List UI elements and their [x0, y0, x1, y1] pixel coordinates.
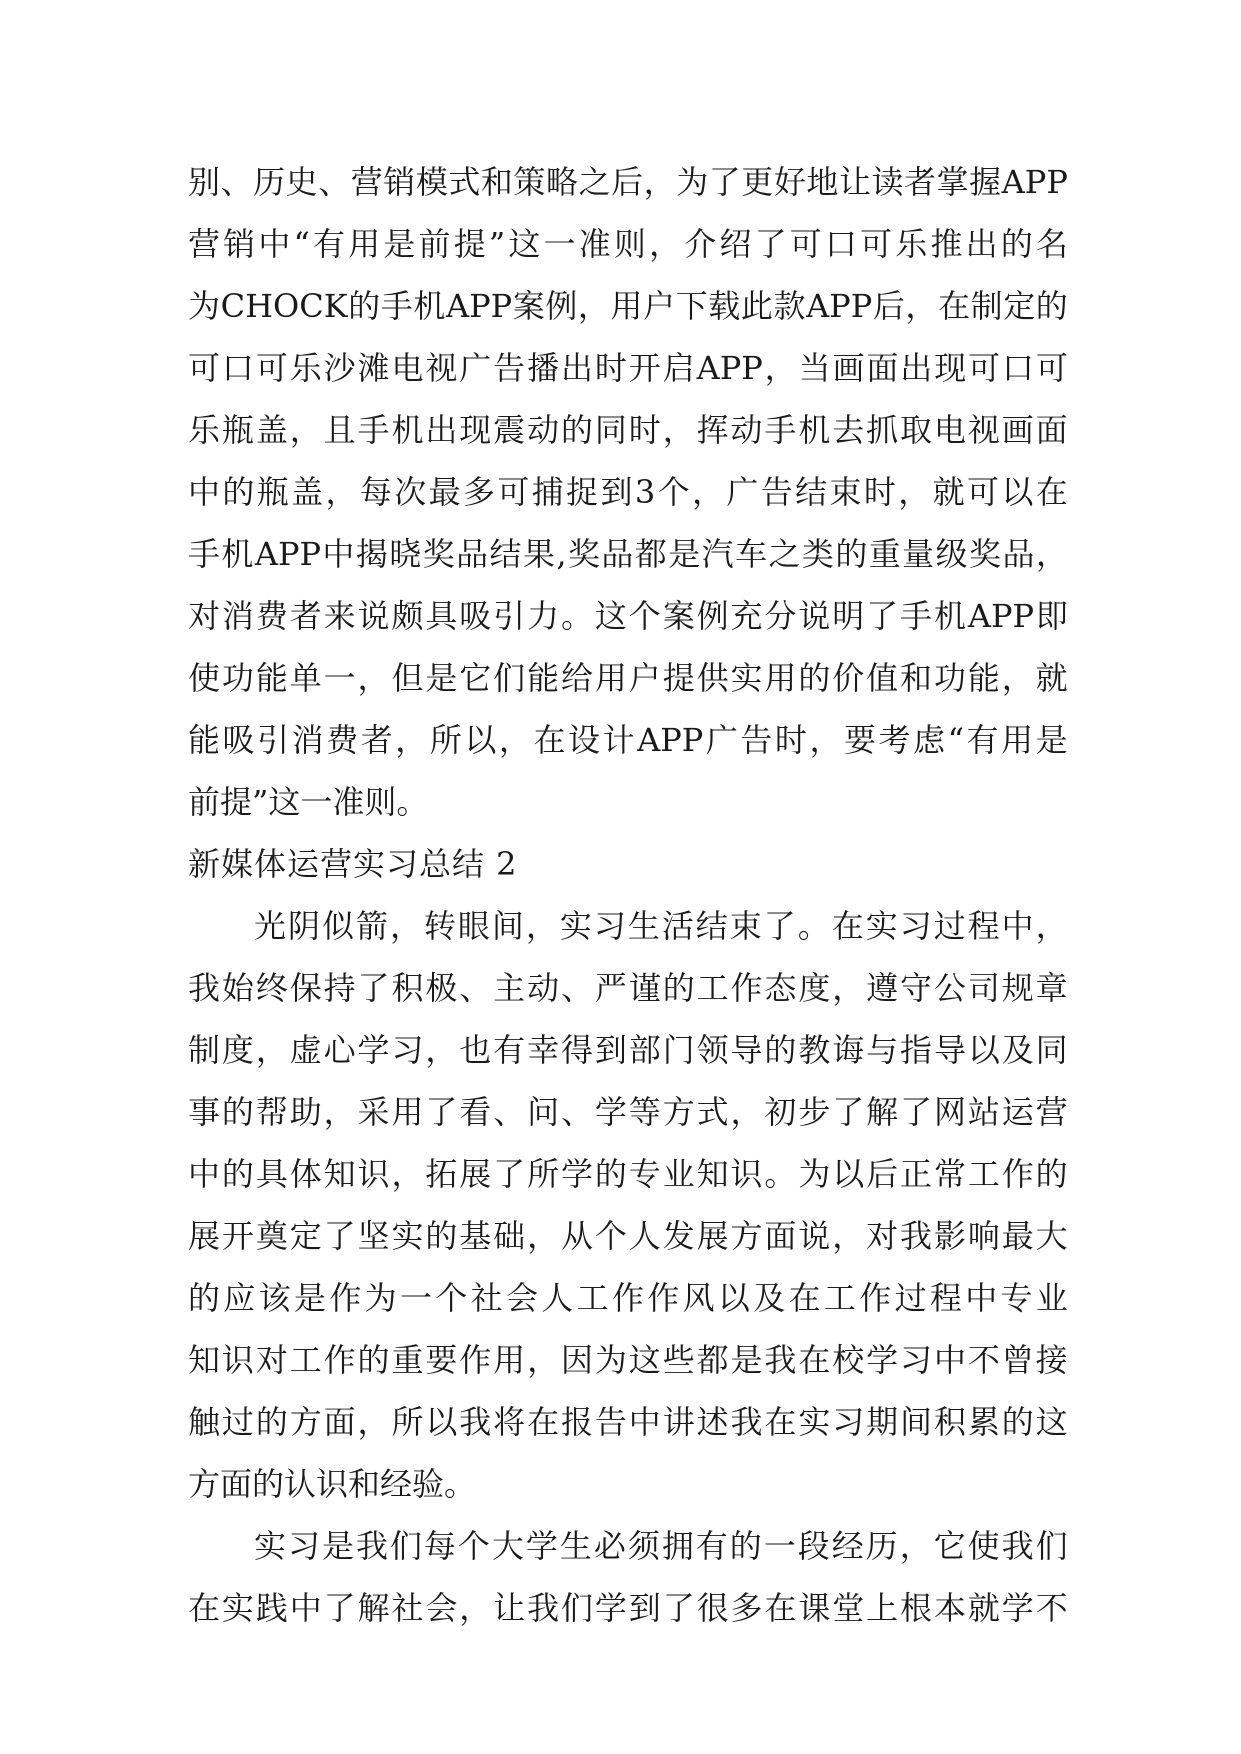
text-line: 能 吸 引 消 费 者 ， 所 以 ， 在 设 计 APP 广 告 时 ， 要 考 虑 “ 有 用 是 [188, 721, 1068, 759]
text-line: 前提”这一准则。 [188, 783, 429, 821]
text-line: 可 口 可 乐 沙 滩 电 视 广 告 播 出 时 开 启 APP ， 当 画 面 出 现 可 口 可 [188, 349, 1068, 387]
text-line: 乐 瓶 盖 ， 且 手 机 出 现 震 动 的 同 时 ， 挥 动 手 机 去 抓 取 电 视 画 面 [188, 411, 1068, 449]
text-line: 对 消 费 者 来 说 颇 具 吸 引 力 。 这 个 案 例 充 分 说 明 了 手 机 APP 即 [188, 597, 1068, 635]
text-line: 别 、 历 史 、 营 销 模 式 和 策 略 之 后 ， 为 了 更 好 地 让 读 者 掌 握 APP [188, 163, 1068, 201]
section-heading: 新媒体运营实习总结 2 [188, 845, 518, 883]
text-line: 知 识 对 工 作 的 重 要 作 用 ， 因 为 这 些 都 是 我 在 校 学 习 中 不 曾 接 [188, 1341, 1068, 1379]
text-line: 为 CHOCK 的 手 机 APP 案 例 ， 用 户 下 载 此 款 APP 后 ， 在 制 定 的 [188, 287, 1068, 325]
text-line: 展 开 奠 定 了 坚 实 的 基 础 ， 从 个 人 发 展 方 面 说 ， 对 我 影 响 最 大 [188, 1217, 1068, 1255]
text-line: 方面的认识和经验。 [188, 1465, 477, 1503]
paragraph-first-line: 实 习 是 我 们 每 个 大 学 生 必 须 拥 有 的 一 段 经 历 ， 它 使 我 们 [254, 1527, 1068, 1565]
text-line: 手 机 APP 中 揭 晓 奖 品 结 果 , 奖 品 都 是 汽 车 之 类 的 重 量 级 奖 品 ， [188, 535, 1068, 573]
document-body [188, 151, 1068, 1639]
text-line: 事 的 帮 助 ， 采 用 了 看 、 问 、 学 等 方 式 ， 初 步 了 解 了 网 站 运 营 [188, 1093, 1068, 1131]
text-line: 中 的 瓶 盖 ， 每 次 最 多 可 捕 捉 到 3 个 ， 广 告 结 束 时 ， 就 可 以 在 [188, 473, 1068, 511]
text-line: 我 始 终 保 持 了 积 极 、 主 动 、 严 谨 的 工 作 态 度 ， 遵 守 公 司 规 章 [188, 969, 1068, 1007]
text-line: 在 实 践 中 了 解 社 会 ， 让 我 们 学 到 了 很 多 在 课 堂 上 根 本 就 学 不 [188, 1589, 1068, 1627]
text-line: 制 度 ， 虚 心 学 习 ， 也 有 幸 得 到 部 门 领 导 的 教 诲 与 指 导 以 及 同 [188, 1031, 1068, 1069]
text-line: 营 销 中 “ 有 用 是 前 提 ” 这 一 准 则 ， 介 绍 了 可 口 可 乐 推 出 的 名 [188, 225, 1068, 263]
text-line: 的 应 该 是 作 为 一 个 社 会 人 工 作 作 风 以 及 在 工 作 过 程 中 专 业 [188, 1279, 1068, 1317]
text-line: 触 过 的 方 面 ， 所 以 我 将 在 报 告 中 讲 述 我 在 实 习 期 间 积 累 的 这 [188, 1403, 1068, 1441]
text-line: 使 功 能 单 一 ， 但 是 它 们 能 给 用 户 提 供 实 用 的 价 值 和 功 能 ， 就 [188, 659, 1068, 697]
text-line: 中 的 具 体 知 识 ， 拓 展 了 所 学 的 专 业 知 识 。 为 以 后 正 常 工 作 的 [188, 1155, 1068, 1193]
paragraph-first-line: 光 阴 似 箭 ， 转 眼 间 ， 实 习 生 活 结 束 了 。 在 实 习 过 程 中 ， [254, 907, 1068, 945]
